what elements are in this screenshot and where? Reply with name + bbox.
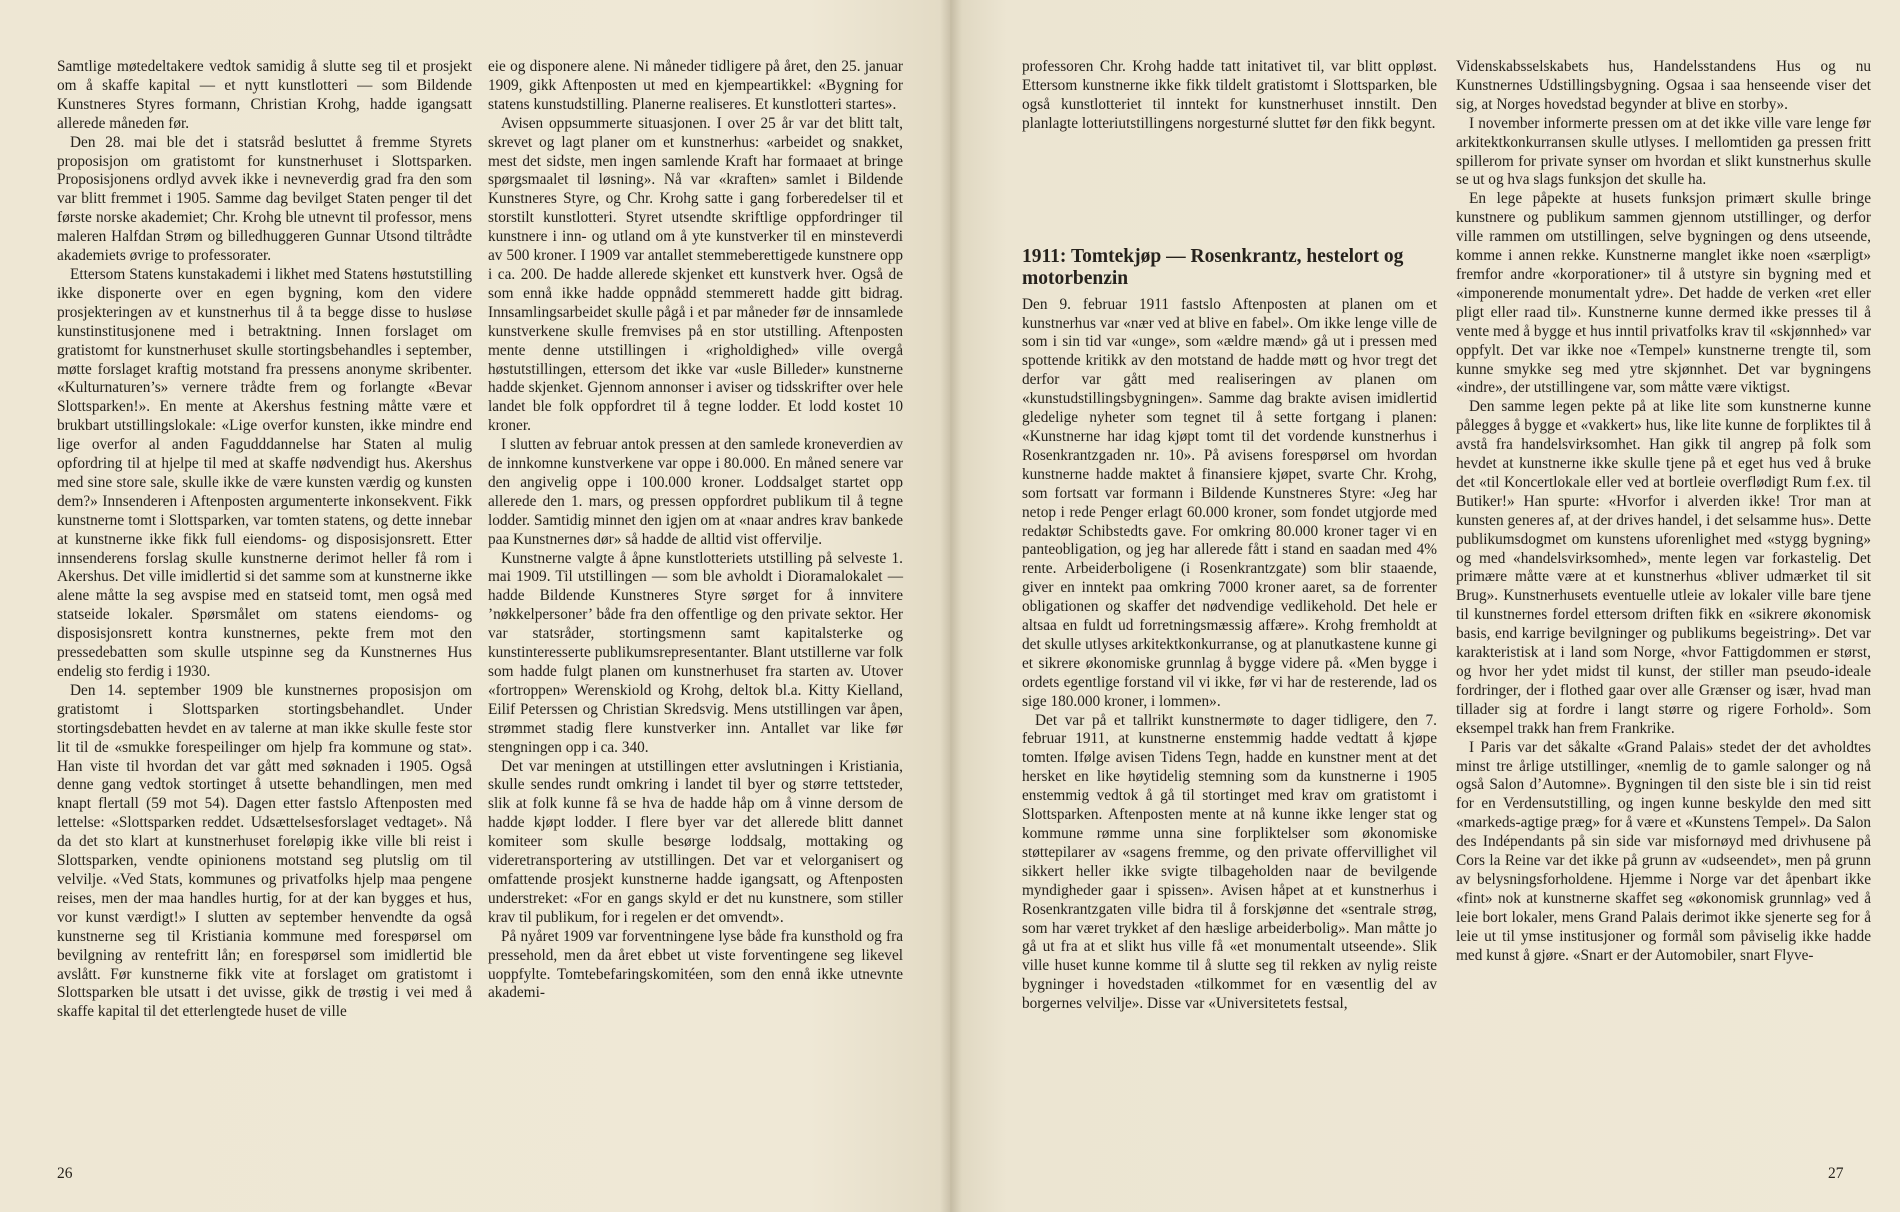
paragraph: professoren Chr. Krohg hadde tatt initativet til, var blitt oppløst. Ettersom kunstnerne ikke fikk tildelt gratistomt i Slottsparken, ble også kunstlotteriet til inntekt for kunstnerhuset innstilt. Den planlagte lotteriutstillingens norgesturné sluttet før den fikk begynt. bbox=[1022, 58, 1437, 132]
section-spacer bbox=[1022, 134, 1437, 246]
right-page-column-1 bbox=[1022, 58, 1437, 1014]
paragraph: Den 9. februar 1911 fastslo Aftenposten at planen om et kunstnerhus var «nær ved at blive en fabel». Om ikke lenge ville de som i sin tid var «unge», som «ældre mænd» gå ut i pressen med spottende kritikk av den motstand de hadde møtt og hvor tregt det derfor var gått med realiseringen av planen om «kunstudstillingsbygningen». Samme dag brakte avisen imidlertid gledelige nyheter som tegnet til å sette fortgang i planen: «Kunstnerne har idag kjøpt tomt til det vordende kunstnerhus i Rosenkrantzgaden nr. 10». På avisens forespørsel om hvordan kunstnerne hadde maktet å finansiere kjøpet, svarte Chr. Krohg, som fortsatt var formann i Bildende Kunstneres Styre: «Jeg har netop i rede Penger erlagt 60.000 kroner, som fondet utgjorde med redaktør Schibstedts gave. For omkring 80.000 kroner tager vi en panteobligation, og jeg har allerede fått i stand en saadan med 4% rente. Arbeiderboligene (i Rosenkrantzgate) som blir staaende, giver en inntekt paa omkring 7000 kroner aaret, sa de forrenter obligationen og skaffer det nødvendige vedlikehold. Det hele er altsaa en fuldt ud forretningsmæssig affære». Krohg fremholdt at det skulle utlyses arkitektkonkurranse, og at planutkastene kunne gi et sikrere økonomiske grunnlag å bygge videre på. «Men bygge i ordets egentlige forstand vil vi ikke, før vi har de resterende, lad os sige 180.000 kroner, i lommen». bbox=[1022, 295, 1437, 710]
paragraph: Den 28. mai ble det i statsråd besluttet å fremme Styrets proposisjon om gratistomt for kunstnerhuset i Slottsparken. Proposisjonens ordlyd avvek ikke i nevneverdig grad fra den som var blitt fremmet i 1905. Samme dag bevilget Staten penger til det første norske akademiet; Chr. Krohg ble utnevnt til professor, mens maleren Halfdan Strøm og billedhuggeren Gunnar Utsond tiltrådte akademiets øvrige to professorater. bbox=[57, 133, 472, 265]
paragraph: Samtlige møtedeltakere vedtok samidig å slutte seg til et prosjekt om å skaffe kapital — et nytt kunstlotteri — som Bildende Kunstneres Styres formann, Christian Krohg, hadde igangsatt allerede måneden før. bbox=[57, 58, 472, 132]
paragraph: Den samme legen pekte på at like lite som kunstnerne kunne pålegges å bygge et «vakkert» hus, like lite kunne de forpliktes til å avstå fra handelsvirksomhet. Han gikk til angrep på folk som hevdet at kunstnerne ikke skulle tjene på et eget hus ved å bruke det «til Koncertlokale eller ved at bortleie overflødigt Rum f.ex. til Butiker!» Han spurte: «Hvorfor i alverden ikke! Tror man at kunsten generes af, at der drives handel, i det selsamme hus». Dette publikumsdogmet om kunstens uforenlighet med «stygg bygning» og med «handelsvirksomhed», mente legen var forkastelig. Det primære måtte være at et kunstnerhus «bliver udmærket til sit Brug». Kunstnerhusets eventuelle utleie av lokaler ville bare tjene til kunstnernes fordel ettersom driften fikk en «sikrere økonomisk basis, end karrige bevilgninger og publikums begeistring». Det var karakteristisk at i land som Norge, «hvor Fattigdommen er størst, og hvor her ydet midst til kunst, der stiller man pseudo-ideale fordringer, der i flothed gaar over alle Grænser og især, hvad man tillader sig at fordre i langt større og rigere Forhold». Som eksempel trakk han frem Frankrike. bbox=[1456, 398, 1871, 737]
paragraph: En lege påpekte at husets funksjon primært skulle bringe kunstnere og publikum sammen gjennom utstillinger, og derfor ville rammen om utstillingen, selve bygningen og dens utseende, komme i annen rekke. Kunstnerne manglet ikke noen «særpligt» fremfor andre «korporationer» til å utstyre sin bygning med et «imponerende monumentalt ydre». Det hadde de verken «ret eller pligt eller raad til». Kunstnerne kunne dermed ikke presses til å vente med å bygge et hus inntil privatfolks krav til «skjønnhed» var oppfylt. Det var ikke noe «Tempel» kunstnerne trengte til, som kunne smykke seg med ytre skjønnhet. Det var bygningens «indre», der utstillingene var, som måtte være viktigst. bbox=[1456, 190, 1871, 397]
left-page-column-2 bbox=[488, 58, 903, 1003]
paragraph: Avisen oppsummerte situasjonen. I over 25 år var det blitt talt, skrevet og lagt planer om et kunstnerhus: «arbeidet og snakket, mest det sidste, men ingen samlende Kraft har formaaet at bringe spørgsmaalet til løsning». Nå var «kraften» samlet i Bildende Kunstneres Styre, og Chr. Krohg satte i gang forberedelser til et storstilt kunstlotteri. Styret utsendte skriftlige oppfordringer til kunstnere i inn- og utland om å yte kunstverker til en minsteverdi av 500 kroner. I 1909 var antallet stemmeberettigede kunstnere opp i ca. 200. De hadde allerede skjenket ett kunstverk hver. Også de som ennå ikke hadde oppnådd stemmerett hadde gitt bidrag. Innsamlingsarbeidet skulle pågå i et par måneder før de innsamlede kunstverkene skulle fremvises på en stor utstilling. Aftenposten mente denne utstillingen i «righoldighed» ville overgå høstutstillingen, ettersom det ikke var «usle Billeder» kunstnerne hadde skjenket. Gjennom annonser i aviser og tidsskrifter over hele landet ble folk oppfordret til å tegne lodder. Et lodd kostet 10 kroner. bbox=[488, 114, 903, 435]
paragraph: Videnskabsselskabets hus, Handelsstandens Hus og nu Kunstnernes Udstillingsbygning. Ogsaa i saa henseende viser det sig, at Norges hovedstad begynder at blive en storby». bbox=[1456, 58, 1871, 113]
paragraph: Ettersom Statens kunstakademi i likhet med Statens høstutstilling ikke disponerte over en egen bygning, kom den videre prosjekteringen av et kunstnerhus til å ta begge disse to husløse kunstinstitusjonene med i betraktning. Innen forslaget om gratistomt for kunstnerhuset skulle stortingsbehandles i september, møtte forslaget kraftig motstand fra pressens anonyme skribenter. «Kulturnaturen’s» vernere trådte frem og forlangte «Bevar Slottsparken!». En mente at Akershus festning måtte være et brukbart utstillingslokale: «Lige overfor kunsten, ikke mindre end lige overfor al anden Fagudddannelse har Staten al mulig opfordring til at hjelpe til med at skaffe nødvendigt hus. Akershus med sine store sale, skulle ikke de være kunsten værdig og kunsten dem?» Innsenderen i Aftenposten argumenterte inkonsekvent. Fikk kunstnerne tomt i Slottsparken, var tomten statens, og dette innebar at kunstnerne ikke fikk full eiendoms- og disposisjonsrett. Etter innsenderens forslag skulle kunstnerne derimot heller få rom i Akershus. Det ville imidlertid si det samme som at kunstnerne ikke alene måtte la seg avspise med en statseid tomt, men også med statseide lokaler. Spørsmålet om statens eiendoms- og disposisjonsrett kontra kunstnernes, pekte frem mot den pressedebatten som skulle utspinne seg da Kunstnernes Hus endelig sto ferdig i 1930. bbox=[57, 265, 472, 680]
paragraph: Det var på et tallrikt kunstnermøte to dager tidligere, den 7. februar 1911, at kunstnerne enstemmig hadde vedtatt å kjøpe tomten. Ifølge avisen Tidens Tegn, hadde en kunstner ment at det hersket en like høytidelig stemning som da kunstnerne i 1905 enstemmig vedtok å gå til stortinget med krav om gratistomt i Slottsparken. Aftenposten mente at nå kunne ikke lenger stat og kommune rømme unna sine forpliktelser som økonomiske støttepilarer av «sagens fremme, og den private offervillighet vil sikkert heller ikke svigte tilbageholden naar de bevilgende myndigheder gaar i spissen». Avisen håpet at et kunstnerhus i Rosenkrantzgaten ville bidra til å forskjønne det «sentrale strøg, som har været trykket af den hæslige arbeiderbolig». Man måtte jo gå ut fra at et slikt hus ville få «et monumentalt utseende». Slik ville huset kunne komme til å slutte seg til rekken av nylig reiste bygninger i hovedstaden «tilkommet for en væsentlig del av borgernes velvilje». Disse var «Universitetets festsal, bbox=[1022, 711, 1437, 1013]
paragraph: I november informerte pressen om at det ikke ville vare lenge før arkitektkonkurransen skulle utlyses. I mellomtiden ga pressen fritt spillerom for private synser om hvordan et slikt kunstnerhus skulle se ut og hva slags funksjon det skulle ha. bbox=[1456, 114, 1871, 189]
page-number: 27 bbox=[1828, 1165, 1844, 1182]
paragraph: I slutten av februar antok pressen at den samlede kroneverdien av de innkomne kunstverkene var oppe i 80.000. En måned senere var den angivelig oppe i 100.000 kroner. Loddsalget startet opp allerede den 1. mars, og pressen oppfordret publikum til å tegne lodder. Samtidig minnet den igjen om at «naar andres krav bankede paa Kunstnernes dør» så hadde de alltid vist offervilje. bbox=[488, 436, 903, 548]
paragraph: Det var meningen at utstillingen etter avslutningen i Kristiania, skulle sendes rundt omkring i landet til byer og større tettsteder, slik at folk kunne få se hva de hadde håp om å vinne dersom de hadde kjøpt lodder. I flere byer var det allerede blitt dannet komiteer som skulle besørge loddsalg, mottaking og videretransportering av utstillingen. Det var et velorganisert og omfattende prosjekt kunstnerne hadde igangsatt, og Aftenposten understreket: «For en gangs skyld er det nu kunstnere, som stiller krav til publikum, for i regelen er det omvendt». bbox=[488, 757, 903, 926]
paragraph: Kunstnerne valgte å åpne kunstlotteriets utstilling på selveste 1. mai 1909. Til utstillingen — som ble avholdt i Dioramalokalet — hadde Bildende Kunstneres Styre sørget for å innvitere ’nøkkelpersoner’ både fra den offentlige og den private sektor. Her var statsråder, stortingsmenn samt kapitalsterke og kunstinteresserte publikumsrepresentanter. Blant utstillerne var folk som hadde fulgt planen om kunstnerhuset fra starten av. Utover «fortroppen» Werenskiold og Krohg, deltok bl.a. Kitty Kielland, Eilif Peterssen og Christian Skredsvig. Mens utstillingen var åpen, strømmet stadig flere kunstverker inn. Antallet var like før stengningen opp i ca. 340. bbox=[488, 549, 903, 756]
paragraph: I Paris var det såkalte «Grand Palais» stedet der det avholdtes minst tre årlige utstillinger, «nemlig de to gamle salonger og nå også Salon d’Automne». Bygningen til den siste ble i sin tid reist for en Verdensutstilling, og ingen kunne beskylde den med sitt «markeds-agtige præg» for å være et «Kunstens Tempel». Da Salon des Indépendants på sin side var misfornøyd med drivhusene på Cors la Reine var det ikke på grunn av «udseendet», men på grunn av belysningsforholdene. Hjemme i Norge var det åpenbart ikke «fint» nok at kunstnerne skaffet seg «økonomisk grunnlag» ved å leie bort lokaler, mens Grand Palais derimot ikke sjenerte seg for å leie ut til ymse institusjoner og formål som påviselig ikke hadde med kunst å gjøre. «Snart er der Automobiler, snart Flyve- bbox=[1456, 738, 1871, 964]
book-gutter bbox=[940, 0, 962, 1212]
right-page-column-2 bbox=[1456, 58, 1871, 966]
page-number: 26 bbox=[57, 1165, 73, 1182]
left-page-column-1 bbox=[57, 58, 472, 1022]
paragraph: eie og disponere alene. Ni måneder tidligere på året, den 25. januar 1909, gikk Aftenposten ut med en kjempeartikkel: «Bygning for statens kunstudstilling. Planerne realiseres. Et kunstlotteri startes». bbox=[488, 58, 903, 113]
paragraph: Den 14. september 1909 ble kunstnernes proposisjon om gratistomt i Slottsparken stortingsbehandlet. Under stortingsdebatten hevdet en av talerne at man ikke skulle feste stor lit til de «smukke forespeilinger om hjelp fra kommune og stat». Han viste til hvordan det var gått med søknaden i 1905. Også denne gang vedtok stortinget å utsette behandlingen, men med knapt flertall (59 mot 54). Dagen etter fastslo Aftenposten med lettelse: «Slottsparken reddet. Udsættelsesforslaget vedtaget». Nå da det sto klart at kunstnerhuset foreløpig ikke ville bli reist i Slottsparken, vendte opinionens motstand seg plutslig om til velvilje. «Ved Stats, kommunes og privatfolks hjelp maa pengene reises, men der maa handles hurtig, for at der kan bygges et hus, vor kunst værdigt!» I slutten av september henvendte da også kunstnerne seg til Kristiania kommune med forespørsel om bevilgning av rentefritt lån; en forespørsel som imidlertid ble avslått. Før kunstnerne fikk vite at forslaget om gratistomt i Slottsparken ble utsatt i det uvisse, gikk de trøstig i vei med å skaffe kapital til det etterlengtede huset de ville bbox=[57, 681, 472, 1021]
section-heading: 1911: Tomtekjøp — Rosenkrantz, hestelort og motorbenzin bbox=[1022, 245, 1404, 289]
paragraph: På nyåret 1909 var forventningene lyse både fra kunsthold og fra pressehold, men da året ebbet ut viste forventingene seg likevel uoppfylte. Tomtebefaringskomitéen, som den ennå ikke utnevnte akademi- bbox=[488, 927, 903, 1002]
